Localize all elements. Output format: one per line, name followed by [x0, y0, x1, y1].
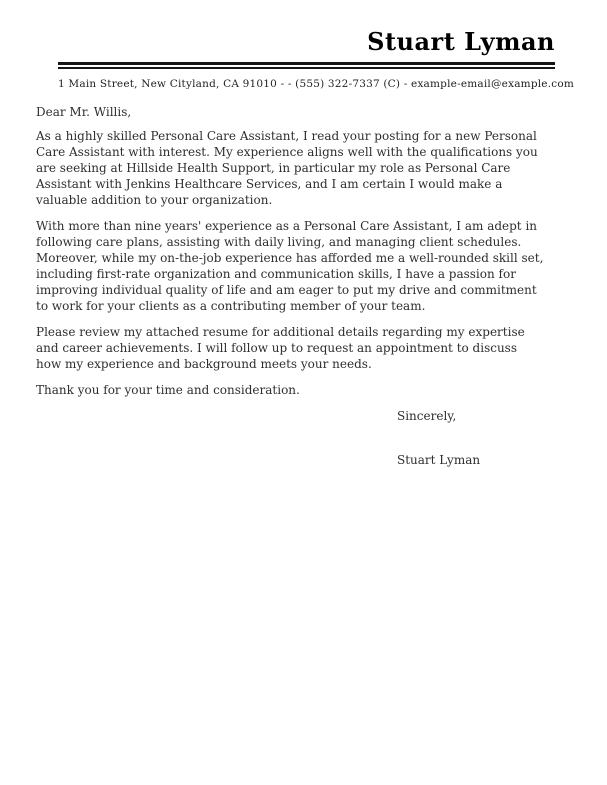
- thank-you-line: Thank you for your time and consideration.: [36, 383, 300, 397]
- rule-bottom-line: [58, 67, 555, 69]
- salutation: Dear Mr. Willis,: [36, 105, 132, 119]
- letter-author-name: Stuart Lyman: [367, 27, 555, 56]
- closing-salutation: Sincerely,: [397, 409, 457, 423]
- body-paragraph-3: Please review my attached resume for additional details regarding my expertise and career achievements. I will follow up to request an appointment to discuss how my experience and background meets your needs.: [36, 325, 525, 371]
- body-paragraph-1: As a highly skilled Personal Care Assistant, I read your posting for a new Personal Care Assistant with interest. My experience aligns well with the qualifications you are seeking at Hillside Health Support, in particular my role as Personal Care Assistant with Jenkins Healthcare Services, and I am certain I would make a valuable addition to your organization.: [36, 129, 538, 207]
- contact-line: 1 Main Street, New Cityland, CA 91010 - - (555) 322-7337 (C) - example-email@example.com: [58, 78, 575, 90]
- letter-body: [36, 104, 544, 468]
- header-double-rule: [58, 62, 555, 69]
- body-paragraph-2: With more than nine years' experience as a Personal Care Assistant, I am adept in following care plans, assisting with daily living, and managing client schedules. Moreover, while my on-the-job experience has afforded me a well-rounded skill set, including first-rate organization and communication skills, I have a passion for improving individual quality of life and am eager to put my drive and commitment to work for your clients as a contributing member of your team.: [36, 219, 544, 313]
- signature-name: Stuart Lyman: [397, 453, 481, 467]
- closing-block: [397, 408, 544, 468]
- letter-header: [58, 27, 575, 91]
